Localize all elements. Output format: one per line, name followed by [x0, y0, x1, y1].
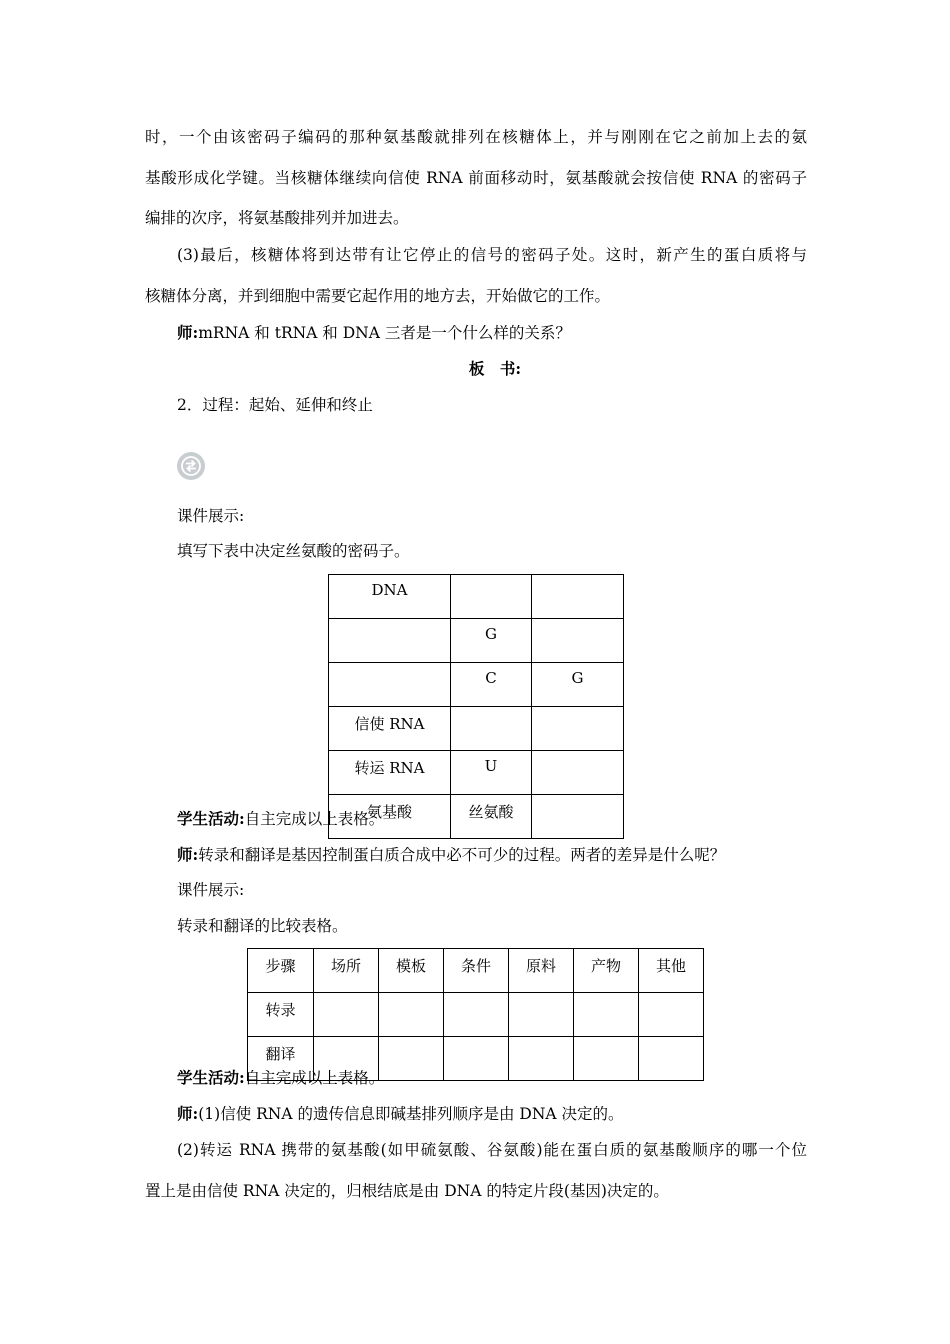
- table-cell: [329, 619, 451, 663]
- teacher-label: 师:: [177, 845, 199, 864]
- teacher-question: [177, 318, 807, 348]
- table-cell: [532, 575, 624, 619]
- table-instruction: 转录和翻译的比较表格。: [177, 917, 348, 935]
- teacher-question-text: 转录和翻译是基因控制蛋白质合成中必不可少的过程。两者的差异是什么呢？: [198, 846, 726, 864]
- table-cell: G: [451, 619, 532, 663]
- table-header-cell: 其他: [639, 949, 704, 993]
- table-header-cell: 场所: [314, 949, 379, 993]
- paragraph-line: 置上是由信使 RNA 决定的，归根结底是由 DNA 的特定片段(基因)决定的。: [145, 1182, 669, 1200]
- teacher-label: 师:: [177, 1104, 199, 1123]
- table-cell: DNA: [329, 575, 451, 619]
- table-header-cell: 产物: [574, 949, 639, 993]
- student-label: 学生活动:: [177, 809, 245, 828]
- table-cell: [532, 619, 624, 663]
- student-activity: [177, 1063, 807, 1093]
- courseware-label: 课件展示:: [177, 881, 245, 899]
- table-cell: U: [451, 751, 532, 795]
- table-cell: G: [532, 663, 624, 707]
- table-header-cell: 条件: [444, 949, 509, 993]
- paragraph-line: (3)最后，核糖体将到达带有让它停止的信号的密码子处。这时，新产生的蛋白质将与: [177, 246, 807, 264]
- table-cell: [314, 993, 379, 1037]
- codon-table: [328, 574, 624, 839]
- paragraph-line: 时，一个由该密码子编码的那种氨基酸就排列在核糖体上，并与刚刚在它之前加上去的氨: [145, 128, 807, 146]
- paragraph-line: 基酸形成化学键。当核糖体继续向信使 RNA 前面移动时，氨基酸就会按信使 RNA 的密码子: [145, 169, 807, 187]
- paragraph-line: (2)转运 RNA 携带的氨基酸(如甲硫氨酸、谷氨酸)能在蛋白质的氨基酸顺序的哪一个位: [177, 1141, 807, 1159]
- teacher-answer-text: (1)信使 RNA 的遗传信息即碱基排列顺序是由 DNA 决定的。: [198, 1105, 624, 1123]
- teacher-label: 师:: [177, 323, 199, 342]
- teacher-question-text: mRNA 和 tRNA 和 DNA 三者是一个什么样的关系？: [198, 324, 571, 342]
- table-cell: [574, 993, 639, 1037]
- table-cell: [329, 663, 451, 707]
- board-heading: 板 书:: [468, 359, 522, 378]
- table-cell: 信使 RNA: [329, 707, 451, 751]
- table-cell: C: [451, 663, 532, 707]
- arrow-circle-icon: [177, 452, 205, 480]
- paragraph-line: 核糖体分离，并到细胞中需要它起作用的地方去，开始做它的工作。: [145, 287, 611, 305]
- table-cell: 丝氨酸: [451, 795, 532, 839]
- process-line: 2．过程：起始、延伸和终止: [177, 396, 373, 414]
- student-activity-text: 自主完成以上表格。: [244, 1069, 385, 1087]
- table-cell: [379, 993, 444, 1037]
- paragraph-line: 编排的次序，将氨基酸排列并加进去。: [145, 209, 409, 227]
- compare-table: [247, 948, 704, 1081]
- student-activity: [177, 804, 807, 834]
- table-header-cell: 模板: [379, 949, 444, 993]
- student-activity-text: 自主完成以上表格。: [244, 810, 385, 828]
- table-cell: [532, 707, 624, 751]
- table-cell: [451, 575, 532, 619]
- table-cell: [532, 751, 624, 795]
- table-cell: [509, 993, 574, 1037]
- teacher-question: [177, 840, 807, 870]
- table-instruction: 填写下表中决定丝氨酸的密码子。: [177, 542, 410, 560]
- table-cell: 氨基酸: [329, 795, 451, 839]
- teacher-answer: [177, 1099, 807, 1129]
- table-cell: [451, 707, 532, 751]
- table-header-cell: 步骤: [248, 949, 314, 993]
- student-label: 学生活动:: [177, 1068, 245, 1087]
- table-cell: 转运 RNA: [329, 751, 451, 795]
- table-cell: [639, 993, 704, 1037]
- table-cell: 翻译: [248, 1037, 314, 1081]
- table-cell: [444, 993, 509, 1037]
- courseware-label: 课件展示:: [177, 507, 245, 525]
- table-cell: 转录: [248, 993, 314, 1037]
- table-header-cell: 原料: [509, 949, 574, 993]
